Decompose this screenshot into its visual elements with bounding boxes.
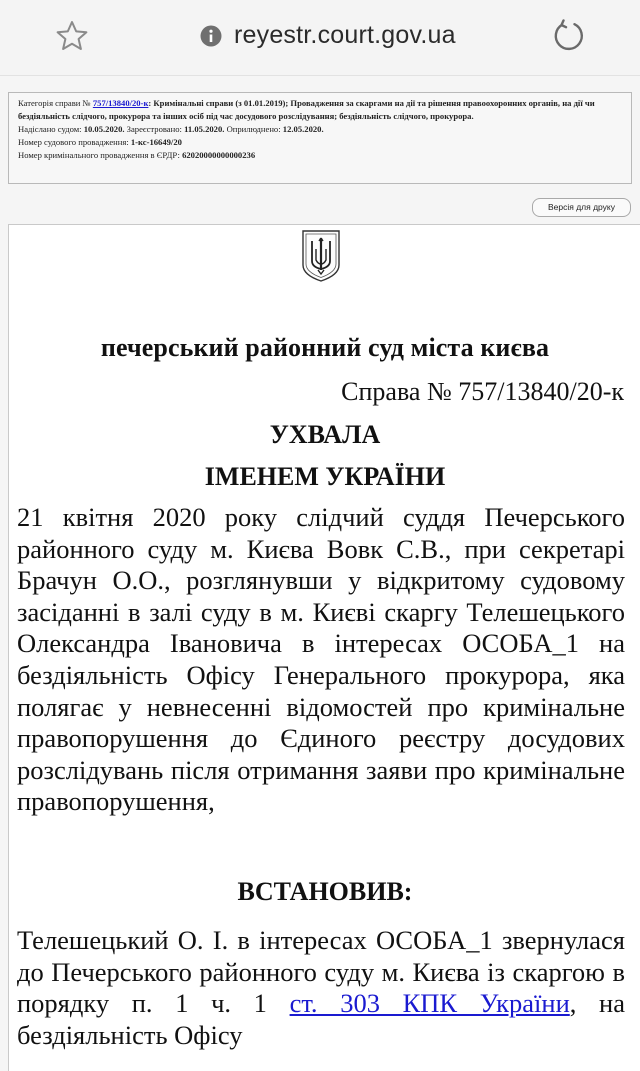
- case-category: Категорія справи № 757/13840/20-к: Кримінальні справи (з 01.01.2019); Провадження за скаргами на дії та рішення правоохоронних органів, на дії чи бездіяльність слідчого, прокурора та інших осіб під час досудового розслідування; бездіяльність слідчого, прокурора.: [18, 98, 595, 121]
- page-frame: [0, 76, 640, 1071]
- court-name: печерський районний суд міста києва: [100, 333, 550, 362]
- paragraph-established: Телешецький О. І. в інтересах ОСОБА_1 звернулася до Печерського районного суду м. Києва із скаргою в порядку п. 1 ч. 1 ст. 303 КПК України, на бездіяльність Офісу: [17, 925, 625, 1050]
- court-proceeding-number: Номер судового провадження: 1-кс-16649/20: [18, 137, 182, 147]
- criminal-proceeding-number: Номер кримінального провадження в ЄРДР: 62020000000000236: [18, 150, 256, 160]
- star-icon[interactable]: [55, 19, 89, 53]
- established-heading: ВСТАНОВИВ:: [237, 877, 413, 906]
- url-field[interactable]: reyestr.court.gov.ua: [234, 21, 456, 49]
- document-subtitle: ІМЕНЕМ УКРАЇНИ: [204, 462, 446, 491]
- paragraph-intro: 21 квітня 2020 року слідчий суддя Печерського районного суду м. Києва Вовк С.В., при секретарі Брачун О.О., розглянувши у відкритому судовому засіданні в залі суду в м. Києві скаргу Телешецького Олександра Івановича в інтересах ОСОБА_1 на бездіяльність Офісу Генерального прокурора, яка полягає у невнесенні відомостей про кримінальне правопорушення до Єдиного реєстру досудових розслідувань після отримання заяви про кримінальне правопорушення,: [17, 502, 625, 817]
- law-article-link[interactable]: ст. 303 КПК України: [289, 988, 570, 1019]
- case-dates: Надіслано судом: 10.05.2020. Зареєстровано: 11.05.2020. Оприлюднено: 12.05.2020.: [18, 124, 324, 134]
- info-icon[interactable]: [200, 25, 222, 47]
- print-version-button[interactable]: Версія для друку: [532, 198, 631, 217]
- browser-address-bar: [0, 0, 640, 76]
- reload-icon[interactable]: [550, 17, 588, 55]
- case-number: Справа № 757/13840/20-к: [341, 377, 624, 406]
- document-title: УХВАЛА: [269, 420, 381, 449]
- case-info-box: [8, 92, 632, 184]
- document-body: [8, 224, 640, 1071]
- trident-emblem-icon: [301, 229, 341, 283]
- case-number-link[interactable]: 757/13840/20-к: [92, 98, 149, 108]
